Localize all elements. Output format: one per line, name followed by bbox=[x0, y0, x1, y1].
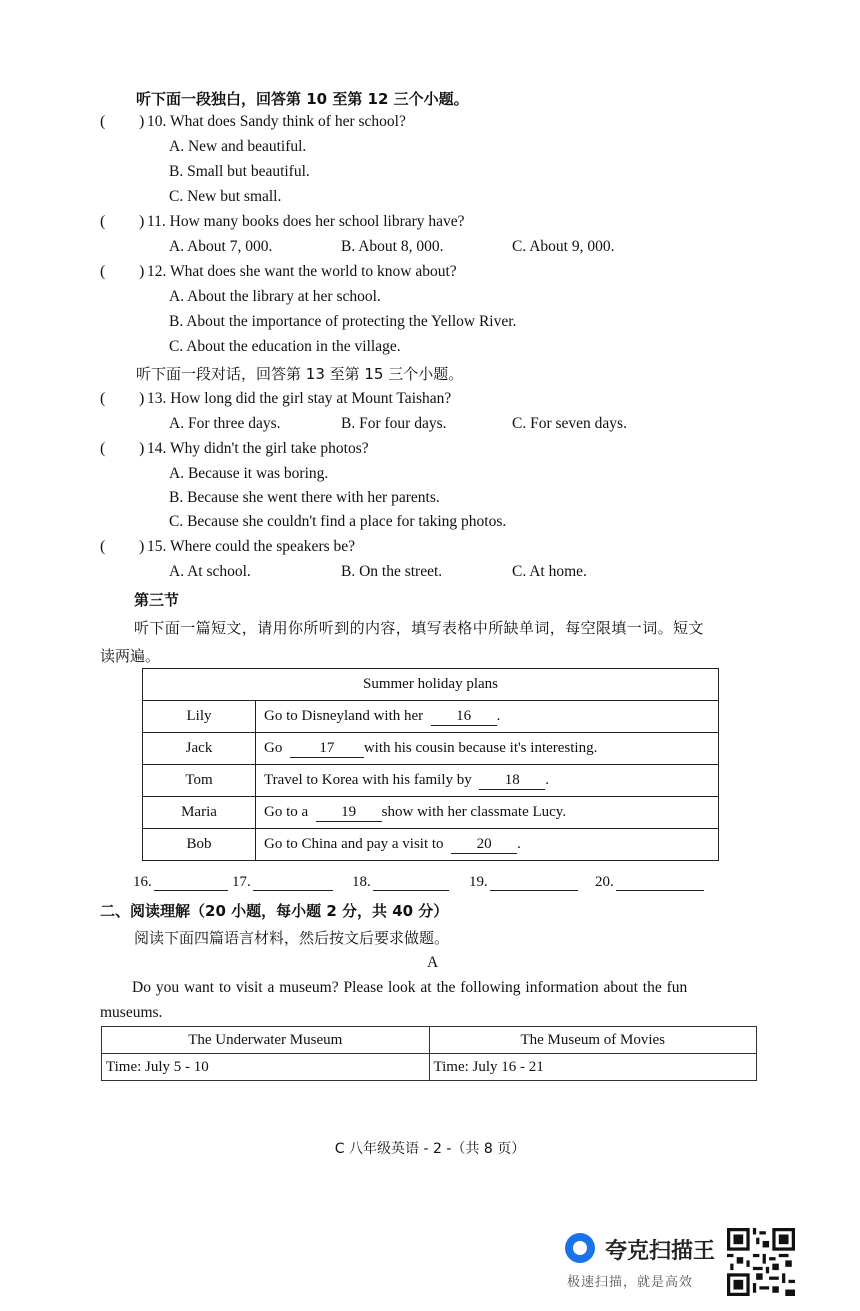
question-15: 15. Where could the speakers be? bbox=[147, 538, 356, 555]
option-11b: B. About 8, 000. bbox=[341, 238, 444, 255]
table-row bbox=[143, 733, 719, 765]
passage-intro: Do you want to visit a museum? Please look at the following information about the fun bbox=[132, 979, 688, 996]
plan-cell bbox=[256, 733, 719, 765]
question-11: 11. How many books does her school library have? bbox=[147, 213, 465, 230]
person-name: Tom bbox=[143, 765, 256, 797]
answer-slot-18 bbox=[352, 874, 449, 891]
answer-label: 18. bbox=[352, 874, 371, 890]
table-row bbox=[143, 701, 719, 733]
summer-plans-table bbox=[142, 668, 719, 861]
blank-number: 16 bbox=[431, 708, 497, 726]
museum-name-row bbox=[102, 1027, 757, 1054]
answer-bracket-close: ) bbox=[139, 390, 145, 407]
option-11c: C. About 9, 000. bbox=[512, 238, 615, 255]
answer-line bbox=[616, 876, 704, 891]
answer-line bbox=[373, 876, 449, 891]
option-14a: A. Because it was boring. bbox=[169, 465, 329, 482]
answer-slot-20 bbox=[595, 874, 704, 891]
answer-line bbox=[253, 876, 333, 891]
answer-bracket-close: ) bbox=[139, 538, 145, 555]
scanner-slogan: 极速扫描，就是高效 bbox=[567, 1275, 694, 1290]
option-11a: A. About 7, 000. bbox=[169, 238, 273, 255]
plan-text-after: . bbox=[517, 835, 521, 852]
passage-letter: A bbox=[427, 954, 439, 971]
plan-text-after: . bbox=[496, 707, 501, 724]
answer-label: 19. bbox=[469, 874, 488, 890]
plan-text: Travel to Korea with his family by bbox=[264, 771, 472, 788]
answer-slot-17 bbox=[232, 874, 333, 891]
section-instruction: 听下面一篇短文，请用你所听到的内容，填写表格中所缺单词，每空限填一词。短文 bbox=[134, 619, 704, 637]
question-13: 13. How long did the girl stay at Mount Taishan? bbox=[147, 390, 452, 407]
blank-number: 19 bbox=[316, 804, 382, 822]
plan-cell bbox=[256, 701, 719, 733]
option-10a: A. New and beautiful. bbox=[169, 138, 307, 155]
museum-name: The Underwater Museum bbox=[102, 1027, 430, 1054]
option-12b: B. About the importance of protecting the Yellow River. bbox=[169, 313, 517, 330]
question-12: 12. What does she want the world to know about? bbox=[147, 263, 457, 280]
blank-number: 17 bbox=[290, 740, 364, 758]
answer-slot-19 bbox=[469, 874, 578, 891]
answer-bracket-open: ( bbox=[100, 113, 106, 130]
plan-cell bbox=[256, 797, 719, 829]
passage-intro-cont: museums. bbox=[100, 1004, 163, 1021]
option-13b: B. For four days. bbox=[341, 415, 447, 432]
section-instruction-cont: 读两遍。 bbox=[100, 647, 161, 665]
option-14c: C. Because she couldn't find a place for taking photos. bbox=[169, 513, 507, 530]
table-title: Summer holiday plans bbox=[143, 669, 719, 701]
answer-bracket-open: ( bbox=[100, 263, 106, 280]
table-row bbox=[143, 829, 719, 861]
plan-text-after: . bbox=[545, 771, 550, 788]
scanner-logo-icon bbox=[565, 1233, 595, 1263]
museum-time: Time: July 16 - 21 bbox=[429, 1054, 757, 1081]
person-name: Jack bbox=[143, 733, 256, 765]
option-15a: A. At school. bbox=[169, 563, 251, 580]
plan-text-after: with his cousin because it's interesting. bbox=[363, 739, 598, 756]
table-row bbox=[143, 765, 719, 797]
blank-number: 20 bbox=[451, 836, 517, 854]
person-name: Lily bbox=[143, 701, 256, 733]
answer-label: 17. bbox=[232, 874, 251, 890]
option-12c: C. About the education in the village. bbox=[169, 338, 401, 355]
qr-code-icon bbox=[727, 1228, 795, 1296]
page-footer: C 八年级英语 - 2 -（共 8 页） bbox=[334, 1141, 526, 1157]
plan-cell bbox=[256, 765, 719, 797]
answer-bracket-close: ) bbox=[139, 113, 145, 130]
person-name: Bob bbox=[143, 829, 256, 861]
option-14b: B. Because she went there with her parents. bbox=[169, 489, 440, 506]
option-12a: A. About the library at her school. bbox=[169, 288, 381, 305]
plan-text: Go to a bbox=[264, 803, 309, 820]
person-name: Maria bbox=[143, 797, 256, 829]
answer-label: 20. bbox=[595, 874, 614, 890]
plan-text-after: show with her classmate Lucy. bbox=[381, 803, 567, 820]
scanner-brand-name: 夸克扫描王 bbox=[605, 1239, 716, 1264]
answer-line bbox=[490, 876, 578, 891]
answer-line bbox=[154, 876, 228, 891]
museum-name: The Museum of Movies bbox=[429, 1027, 757, 1054]
blank-number: 18 bbox=[479, 772, 545, 790]
answer-bracket-close: ) bbox=[139, 440, 145, 457]
reading-heading: 二、阅读理解（20 小题，每小题 2 分，共 40 分） bbox=[100, 902, 449, 920]
plan-text: Go bbox=[264, 739, 283, 756]
table-header-row bbox=[143, 669, 719, 701]
option-10c: C. New but small. bbox=[169, 188, 282, 205]
plan-text: Go to China and pay a visit to bbox=[264, 835, 444, 852]
answer-slot-16 bbox=[133, 874, 228, 891]
museum-time: Time: July 5 - 10 bbox=[102, 1054, 430, 1081]
museum-time-row bbox=[102, 1054, 757, 1081]
option-15c: C. At home. bbox=[512, 563, 587, 580]
plan-text: Go to Disneyland with her bbox=[264, 707, 424, 724]
question-10: 10. What does Sandy think of her school? bbox=[147, 113, 406, 130]
answer-bracket-close: ) bbox=[139, 263, 145, 280]
plan-cell bbox=[256, 829, 719, 861]
section-title: 第三节 bbox=[134, 591, 180, 609]
option-13c: C. For seven days. bbox=[512, 415, 627, 432]
monologue-instruction: 听下面一段独白，回答第 10 至第 12 三个小题。 bbox=[136, 90, 469, 108]
answer-bracket-close: ) bbox=[139, 213, 145, 230]
answer-bracket-open: ( bbox=[100, 390, 106, 407]
dialogue-instruction: 听下面一段对话，回答第 13 至第 15 三个小题。 bbox=[136, 365, 464, 383]
table-row bbox=[143, 797, 719, 829]
answer-bracket-open: ( bbox=[100, 440, 106, 457]
answer-bracket-open: ( bbox=[100, 213, 106, 230]
option-15b: B. On the street. bbox=[341, 563, 443, 580]
reading-instruction: 阅读下面四篇语言材料，然后按文后要求做题。 bbox=[134, 929, 450, 947]
question-14: 14. Why didn't the girl take photos? bbox=[147, 440, 369, 457]
answer-bracket-open: ( bbox=[100, 538, 106, 555]
museum-table bbox=[101, 1026, 757, 1081]
option-10b: B. Small but beautiful. bbox=[169, 163, 310, 180]
answer-label: 16. bbox=[133, 874, 152, 890]
option-13a: A. For three days. bbox=[169, 415, 281, 432]
